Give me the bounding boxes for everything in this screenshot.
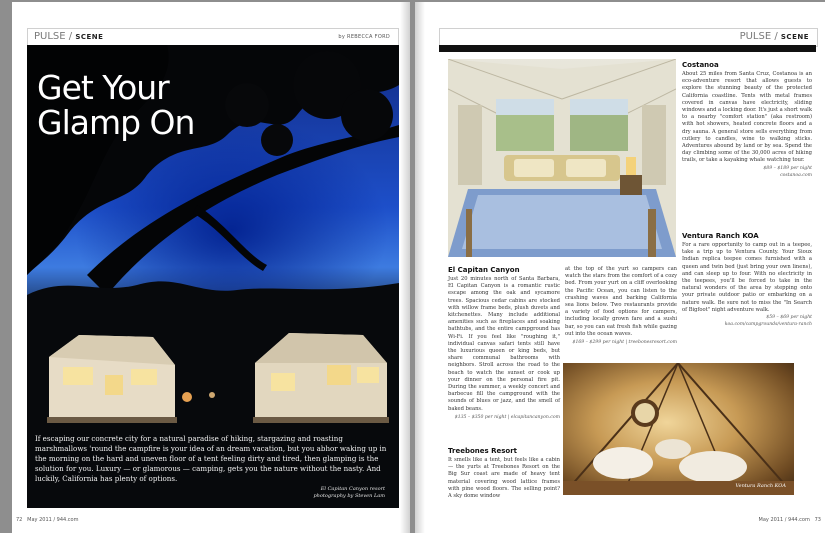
gutter-shadow	[400, 2, 410, 533]
article-deck: If escaping our concrete city for a natural paradise of hiking, stargazing and roasting marshmallows 'round the campfire is your idea of an dream vacation, but you abhor waking up in the morning on the hard and uneven floor of a tent feeling dirty and tired, then glamping is the solution for you. Luxury — or glamorous — camping, gets you the nature without the nasty. And luckily, California has plenty of options.	[35, 434, 387, 483]
page-folio: May 2011 / 944.com 73	[758, 517, 821, 523]
body-treebones-continued: at the top of the yurt so campers can watch the stars from the comfort of a cozy bed. From your yurt on a cliff overlooking the Pacific Ocean, you can listen to the crashing waves and barking California sea lions below. Two restaurants provide a variety of food options for campers, including locally grown fare and a sushi bar, so you can eat fresh fish while gazing out into the ocean waves.	[565, 266, 677, 337]
header-rule	[439, 45, 816, 52]
heading-costanoa: Costanoa	[682, 61, 719, 69]
article-el-capitan	[448, 266, 560, 421]
price-treebones: $169 – $299 per night | treebonesresort.com	[572, 340, 677, 346]
left-page	[12, 2, 410, 533]
tent-interior-illustration	[448, 59, 676, 257]
photo-caption: El Capitan Canyon resort photography by Steven Lam	[313, 486, 385, 499]
teepee-interior-photo	[563, 363, 794, 495]
body-treebones: It smells like a tent, but feels like a cabin — the yurts at Treebones Resort on the Big Sur coast are made of heavy tent material covering wood lattice frames with pine wood floors. The selling point? A sky dome window	[448, 457, 560, 500]
body-ventura: For a rare opportunity to camp out in a teepee, take a trip up to Ventura County. Your Sioux Indian replica teepee comes furnished with a queen and twin bed (just bring your own linens), and can sleep up to four. With no electricity in the teepees, you'll be forced to take in the natural wonders of the area by stepping onto your private outdoor patio or embarking on a nature walk. Be sure not to miss the "In Search of Bigfoot" night adventure walk.	[682, 242, 812, 313]
price-ventura: $59 – $69 per night	[766, 315, 812, 321]
gutter-shadow	[415, 2, 425, 533]
article-title: Get Your Glamp On	[37, 68, 195, 142]
article-costanoa	[682, 61, 812, 179]
heading-el-capitan: El Capitan Canyon	[448, 266, 520, 274]
heading-treebones: Treebones Resort	[448, 447, 518, 455]
hero-photo	[27, 45, 399, 508]
article-ventura	[682, 232, 812, 328]
section-label: PULSE / SCENE	[739, 31, 809, 42]
price-costanoa: $89 – $189 per night	[763, 165, 812, 171]
article-treebones	[448, 447, 560, 500]
heading-ventura: Ventura Ranch KOA	[682, 232, 759, 240]
byline: by REBECCA FORD	[338, 34, 390, 40]
teepee-interior-illustration	[563, 363, 794, 495]
url-costanoa: costanoa.com	[780, 172, 812, 178]
url-ventura: koa.com/campgrounds/ventura-ranch	[724, 322, 812, 328]
section-label: PULSE / SCENE	[34, 31, 104, 42]
body-costanoa: About 25 miles from Santa Cruz, Costanoa is an eco-adventure resort that allows guests to explore the stunning beauty of the protected California coastline. Tents with metal frames covered in canvas have electricity, sliding windows and a locking door. It's just a short walk to a nearby "comfort station" (aka restroom) with hot showers, heated concrete floors and a dry sauna. A general store sells everything from cutlery to candles, wine to walking sticks. Adventures abound by land or by sea. Spend the day climbing some of the 30,000 acres of hiking trails, or take a kayaking whale watching tour.	[682, 71, 812, 164]
tent-interior-photo	[448, 59, 676, 257]
right-page	[415, 2, 825, 533]
price-el-capitan: $135 – $350 per night | elcapitancanyon.com	[454, 414, 560, 420]
article-treebones-continued	[565, 266, 677, 346]
photo-caption: Ventura Ranch KOA	[735, 483, 786, 489]
page-folio: 72 May 2011 / 944.com	[16, 517, 79, 523]
body-el-capitan: Just 20 minutes north of Santa Barbara, El Capitan Canyon is a romantic rustic escape among the oak and sycamore trees. Spacious cedar cabins are stocked with willow frame beds, plush duvets and kitchenettes. Many include additional amenities such as fireplaces and soaking bathtubs, and the entire campground has Wi-Fi. If you feel like "roughing it," individual canvas safari tents still have the luxurious queen or king beds, but share communal bathrooms with neighbors. Stroll across the road to the beach to watch the sunset or cook up your dinner on the personal fire pit. During the summer, a weekly concert and barbecue fill the campground with the sounds of blues or jazz, and the smell of baked beans.	[448, 276, 560, 412]
